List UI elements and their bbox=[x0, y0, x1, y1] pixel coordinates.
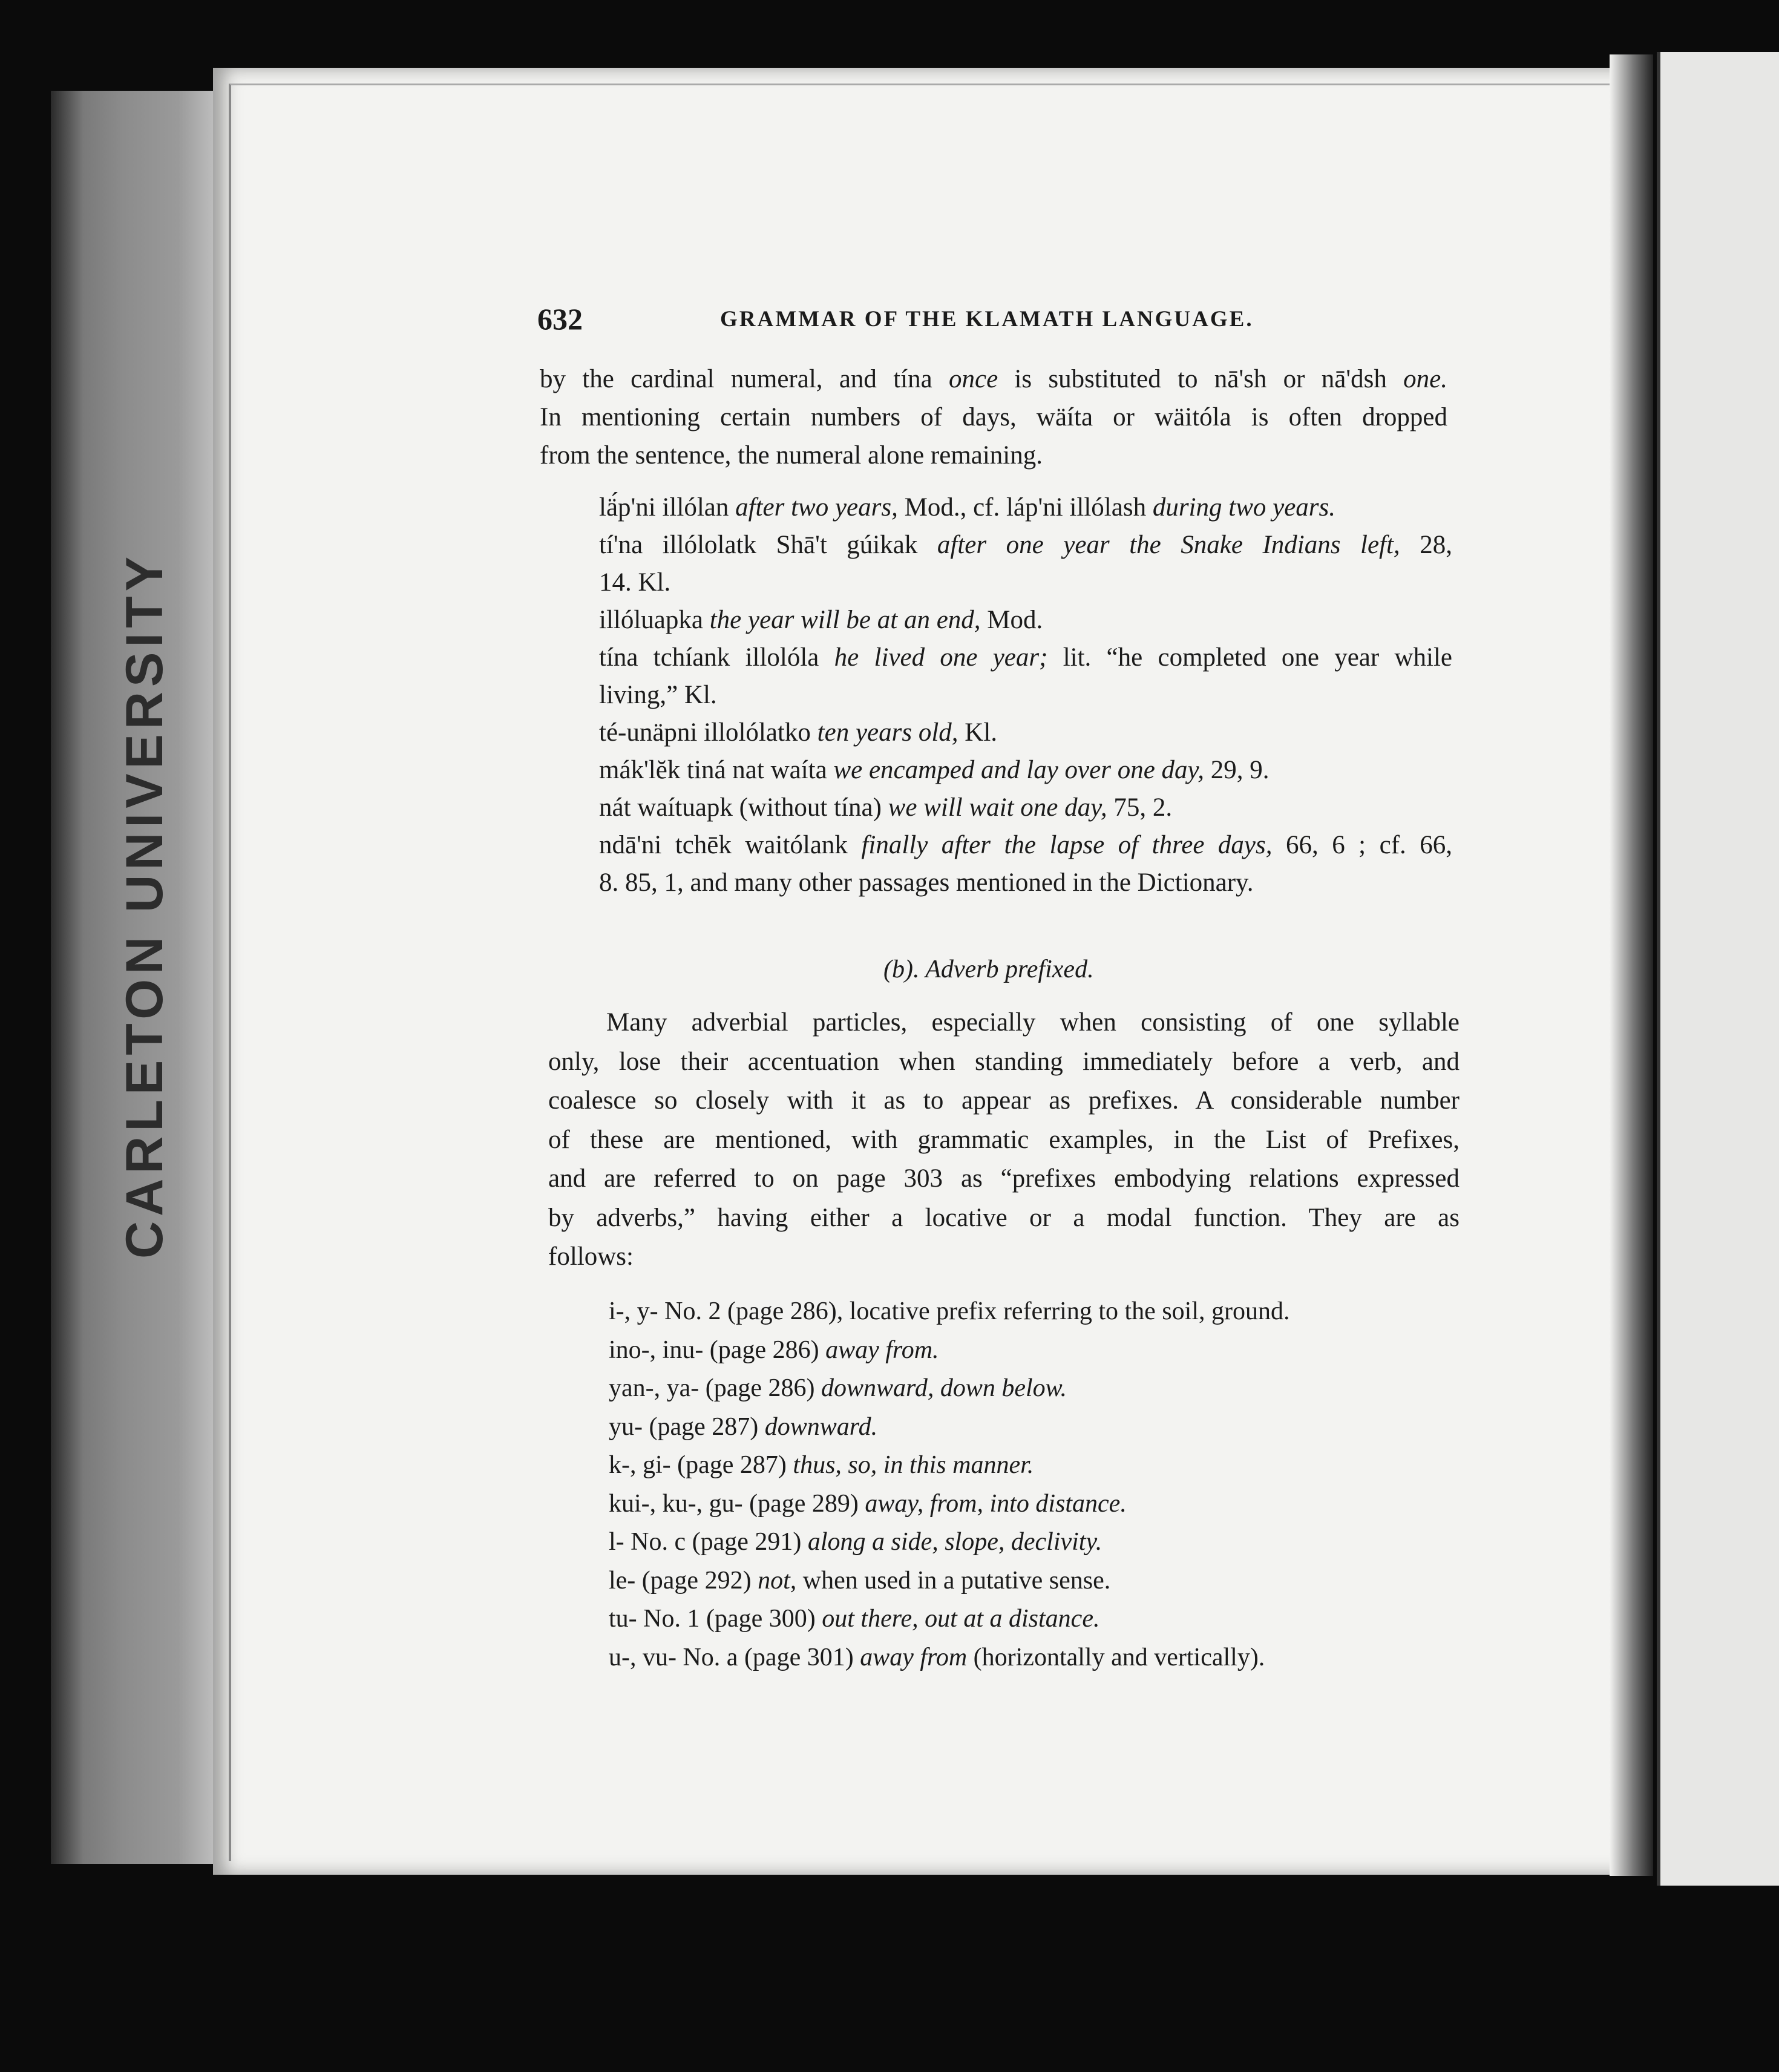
example-gloss: after one year the Snake Indians left, bbox=[937, 531, 1400, 559]
example-line bbox=[599, 789, 1452, 827]
prefix-item bbox=[609, 1600, 1290, 1639]
example-line bbox=[599, 752, 1452, 789]
prefix-list bbox=[609, 1293, 1290, 1677]
example-entry bbox=[599, 827, 1452, 902]
example-gloss: ten years old, bbox=[817, 718, 958, 747]
example-text: nát waítuapk (without tína) bbox=[599, 793, 888, 822]
example-line bbox=[599, 489, 1452, 526]
example-text: ndā'ni tchēk waitólank bbox=[599, 831, 862, 859]
prefix-gloss: out there, out at a distance. bbox=[822, 1605, 1100, 1633]
example-gloss: the year will be at an end, bbox=[709, 606, 981, 634]
example-gloss: after two years, bbox=[735, 493, 898, 522]
example-line: 14. Kl. bbox=[599, 568, 671, 597]
example-line bbox=[599, 714, 1452, 752]
example-line bbox=[599, 602, 1452, 639]
prefix-item bbox=[609, 1331, 1290, 1370]
prefix-item bbox=[609, 1639, 1290, 1677]
example-text: illóluapka bbox=[599, 606, 710, 634]
example-text: lä́p'ni illólan bbox=[599, 493, 736, 522]
example-line bbox=[599, 827, 1453, 864]
intro-line-1 bbox=[540, 360, 1447, 398]
example-entry bbox=[599, 602, 1452, 639]
prefix-item bbox=[609, 1523, 1290, 1562]
example-line: living,” Kl. bbox=[599, 681, 717, 709]
subheading-label: Adverb prefixed. bbox=[925, 956, 1094, 983]
example-gloss: we will wait one day, bbox=[888, 793, 1107, 822]
intro-line-1-text-b: is substituted to nā'sh or nā'dsh bbox=[998, 365, 1404, 393]
example-entry bbox=[599, 639, 1452, 714]
prefix-gloss: not, bbox=[758, 1566, 797, 1595]
prefix-gloss: away, from, into distance. bbox=[865, 1489, 1127, 1518]
prefix-gloss: downward, down below. bbox=[821, 1374, 1067, 1402]
example-line bbox=[599, 526, 1452, 564]
prefix-gloss: away from. bbox=[825, 1336, 939, 1364]
subheading-number: (b). bbox=[883, 956, 920, 983]
example-text: tí'na illólolatk Shā't gúikak bbox=[599, 531, 937, 559]
prefix-gloss: away from bbox=[860, 1643, 968, 1671]
example-line bbox=[599, 639, 1452, 677]
page-number: 632 bbox=[537, 302, 583, 336]
example-text: 66, 6 ; cf. 66, bbox=[1272, 831, 1453, 859]
prefix-text: k-, gi- (page 287) bbox=[609, 1451, 793, 1479]
prefix-text: kui-, ku-, gu- (page 289) bbox=[609, 1489, 865, 1518]
example-gloss: we encamped and lay over one day, bbox=[833, 756, 1205, 784]
body-line: by adverbs,” having either a locative or a modal function. They are as bbox=[548, 1203, 1460, 1232]
example-text: Mod. bbox=[980, 606, 1043, 634]
example-text: Kl. bbox=[958, 718, 998, 747]
example-entry bbox=[599, 489, 1452, 526]
example-entry bbox=[599, 789, 1452, 827]
intro-line-1-italic-b: one. bbox=[1403, 365, 1447, 393]
prefix-text: when used in a putative sense. bbox=[796, 1566, 1111, 1595]
example-text: lit. “he completed one year while bbox=[1047, 643, 1452, 672]
intro-paragraph bbox=[540, 360, 1447, 474]
body-line: Many adverbial particles, especially when consisting of one syllable bbox=[606, 1008, 1460, 1037]
prefix-text: tu- No. 1 (page 300) bbox=[609, 1605, 822, 1633]
prefix-gloss: downward. bbox=[764, 1412, 878, 1441]
prefix-item bbox=[609, 1485, 1290, 1524]
prefix-item bbox=[609, 1369, 1290, 1408]
prefix-text: u-, vu- No. a (page 301) bbox=[609, 1643, 860, 1671]
example-text: 75, 2. bbox=[1107, 793, 1173, 822]
example-line: 8. 85, 1, and many other passages mentioned in the Dictionary. bbox=[599, 868, 1254, 897]
body-line: and are referred to on page 303 as “prefixes embodying relations expressed bbox=[548, 1164, 1460, 1193]
example-gloss: he lived one year; bbox=[834, 643, 1048, 672]
prefix-text: le- (page 292) bbox=[609, 1566, 758, 1595]
prefix-item bbox=[609, 1293, 1290, 1331]
body-line: of these are mentioned, with grammatic examples, in the List of Prefixes, bbox=[548, 1125, 1460, 1154]
intro-line-1-italic: once bbox=[948, 365, 998, 393]
example-entry bbox=[599, 714, 1452, 752]
running-head bbox=[537, 301, 1284, 334]
prefix-text: i-, y- No. 2 (page 286), locative prefix referring to the soil, ground. bbox=[609, 1297, 1290, 1325]
body-line: coalesce so closely with it as to appear as prefixes. A considerable number bbox=[548, 1086, 1460, 1115]
example-gloss: during two years. bbox=[1152, 493, 1336, 522]
prefix-text: yan-, ya- (page 286) bbox=[609, 1374, 822, 1402]
prefix-text: ino-, inu- (page 286) bbox=[609, 1336, 826, 1364]
intro-line-3: from the sentence, the numeral alone remaining. bbox=[540, 441, 1043, 470]
header-title: GRAMMAR OF THE KLAMATH LANGUAGE. bbox=[720, 307, 1254, 332]
intro-line-2: In mentioning certain numbers of days, wäíta or wäitóla is often dropped bbox=[540, 403, 1447, 431]
prefix-text: (horizontally and vertically). bbox=[967, 1643, 1265, 1671]
prefix-item bbox=[609, 1562, 1290, 1601]
example-gloss: finally after the lapse of three days, bbox=[861, 831, 1273, 859]
example-text: Mod., cf. láp'ni illólash bbox=[897, 493, 1153, 522]
examples-list bbox=[599, 489, 1452, 902]
example-entry bbox=[599, 752, 1452, 789]
section-subheading bbox=[883, 955, 1094, 984]
body-line: follows: bbox=[548, 1242, 634, 1271]
example-text: 28, bbox=[1400, 531, 1452, 559]
prefix-text: yu- (page 287) bbox=[609, 1412, 765, 1441]
prefix-gloss: along a side, slope, declivity. bbox=[807, 1528, 1102, 1556]
prefix-item bbox=[609, 1446, 1290, 1485]
example-entry bbox=[599, 526, 1452, 602]
gutter-shadow bbox=[1610, 54, 1653, 1876]
example-text: tína tchíank illolóla bbox=[599, 643, 834, 672]
intro-line-1-text: by the cardinal numeral, and tína bbox=[540, 365, 949, 393]
example-text: té-unäpni illolólatko bbox=[599, 718, 817, 747]
facing-page-edge bbox=[1657, 52, 1779, 1886]
example-text: mák'lĕk tiná nat waíta bbox=[599, 756, 834, 784]
body-paragraph bbox=[548, 1003, 1460, 1277]
prefix-gloss: thus, so, in this manner. bbox=[793, 1451, 1034, 1479]
prefix-text: l- No. c (page 291) bbox=[609, 1528, 808, 1556]
library-stamp: CARLETON UNIVERSITY bbox=[116, 551, 174, 1259]
body-line: only, lose their accentuation when standing immediately before a verb, and bbox=[548, 1047, 1460, 1076]
example-text: 29, 9. bbox=[1204, 756, 1270, 784]
prefix-item bbox=[609, 1408, 1290, 1447]
